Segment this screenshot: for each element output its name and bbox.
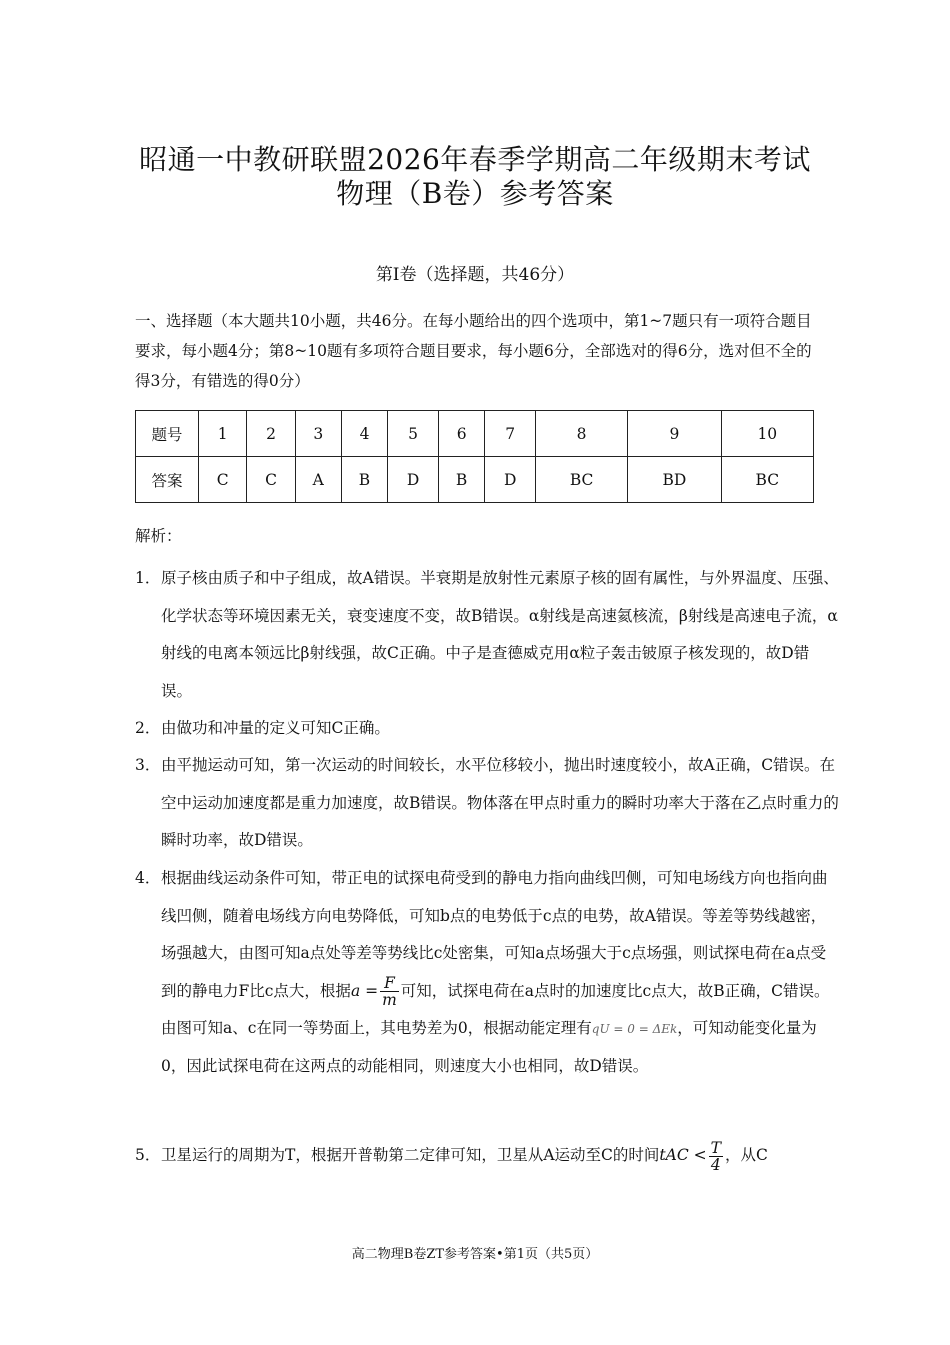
analysis-label: 解析： (135, 527, 182, 545)
item-number: 2． (135, 719, 161, 737)
formula-lhs: tAC < (659, 1146, 707, 1165)
table-cell: BD (628, 457, 721, 503)
section-heading: 第Ⅰ卷（选择题，共46分） (375, 265, 575, 285)
table-cell: C (199, 457, 247, 503)
table-cell: 2 (247, 411, 295, 457)
item-text (161, 860, 840, 1086)
fraction-denominator: m (382, 991, 397, 1010)
item-text: 由做功和冲量的定义可知C正确。 (161, 719, 390, 737)
table-cell: B (438, 457, 485, 503)
item-text (161, 1137, 840, 1175)
text-run: 可知，试探电荷在a点时的加速度比c点大，故B正确，C错误。由图可知a、c在同一等势面上，其电势差为0，根据动能定理有 (161, 981, 830, 1038)
table-cell: A (295, 457, 341, 503)
fraction-numerator: T (710, 1138, 721, 1157)
text-run: 根据曲线运动条件可知，带正电的试探电荷受到的静电力指向曲线凹侧，可知电场线方向也指向曲线凹侧，随着电场线方向电势降低，可知b点的电势低于c点的电势，故A错误。等差等势线越密，场强越大，由图可知a点处等差等势线比c处密集，可知a点场强大于c点场强，则试探电荷在a点受到的静电力F比c点大，根据 (161, 869, 828, 1000)
table-row-label: 题号 (136, 411, 199, 457)
formula-lhs: a = (350, 981, 379, 1000)
analysis-item-3 (135, 747, 840, 860)
text-run: ，从C (724, 1146, 768, 1164)
table-cell: BC (535, 457, 627, 503)
table-cell: BC (721, 457, 813, 503)
table-row-label: 答案 (136, 457, 199, 503)
text-run: ，可知动能变化量为0，因此试探电荷在这两点的动能相同，则速度大小也相同，故D错误。 (161, 1019, 817, 1075)
item-number: 4． (135, 869, 161, 887)
formula-fraction (380, 975, 399, 1008)
table-cell: 3 (295, 411, 341, 457)
table-cell: 9 (628, 411, 721, 457)
table-cell: B (341, 457, 388, 503)
table-cell: 6 (438, 411, 485, 457)
fraction-numerator: F (380, 975, 399, 992)
page-footer: 高二物理B卷ZT参考答案•第1页（共5页） (351, 1247, 599, 1262)
item-number: 5． (135, 1146, 161, 1164)
formula-kinetic-energy: qU = 0 = ΔEk (591, 1021, 678, 1036)
analysis-item-1 (135, 560, 840, 710)
table-cell: 4 (341, 411, 388, 457)
document-title: 昭通一中教研联盟2026年春季学期高二年级期末考试 (139, 143, 811, 176)
formula-fraction (709, 1140, 723, 1173)
analysis-item-2 (135, 710, 840, 748)
item-text: 由平抛运动可知，第一次运动的时间较长，水平位移较小，抛出时速度较小，故A正确，C错误。在空中运动加速度都是重力加速度，故B错误。物体落在甲点时重力的瞬时功率大于落在乙点时重力的瞬时功率，故D错误。 (161, 756, 839, 849)
table-cell: D (485, 457, 536, 503)
item-number: 1． (135, 569, 161, 587)
document-subtitle: 物理（B卷）参考答案 (336, 177, 614, 210)
table-cell: 7 (485, 411, 536, 457)
answer-table (135, 410, 814, 503)
formula-time (659, 1137, 725, 1175)
text-run: 卫星运行的周期为T，根据开普勒第二定律可知，卫星从A运动至C的时间 (161, 1146, 660, 1164)
table-row-answers (136, 457, 814, 503)
table-cell: D (388, 457, 439, 503)
table-cell: 10 (721, 411, 813, 457)
item-number: 3． (135, 756, 161, 774)
table-cell: 1 (199, 411, 247, 457)
table-cell: C (247, 457, 295, 503)
section-instructions: 一、选择题（本大题共10小题，共46分。在每小题给出的四个选项中，第1~7题只有一项符合题目要求，每小题4分；第8~10题有多项符合题目要求，每小题6分，全部选对的得6分，选对但不全的得3分，有错选的得0分） (135, 312, 812, 390)
table-cell: 5 (388, 411, 439, 457)
analysis-item-4 (135, 860, 840, 1086)
fraction-denominator: 4 (710, 1155, 721, 1174)
item-text: 原子核由质子和中子组成，故A错误。半衰期是放射性元素原子核的固有属性，与外界温度、压强、化学状态等环境因素无关，衰变速度不变，故B错误。α射线是高速氦核流，β射线是高速电子流，α射线的电离本领远比β射线强，故C正确。中子是查德威克用α粒子轰击铍原子核发现的，故D错误。 (161, 569, 839, 700)
table-row-numbers (136, 411, 814, 457)
table-cell: 8 (535, 411, 627, 457)
analysis-item-5 (135, 1137, 840, 1175)
formula-acceleration (351, 973, 401, 1011)
